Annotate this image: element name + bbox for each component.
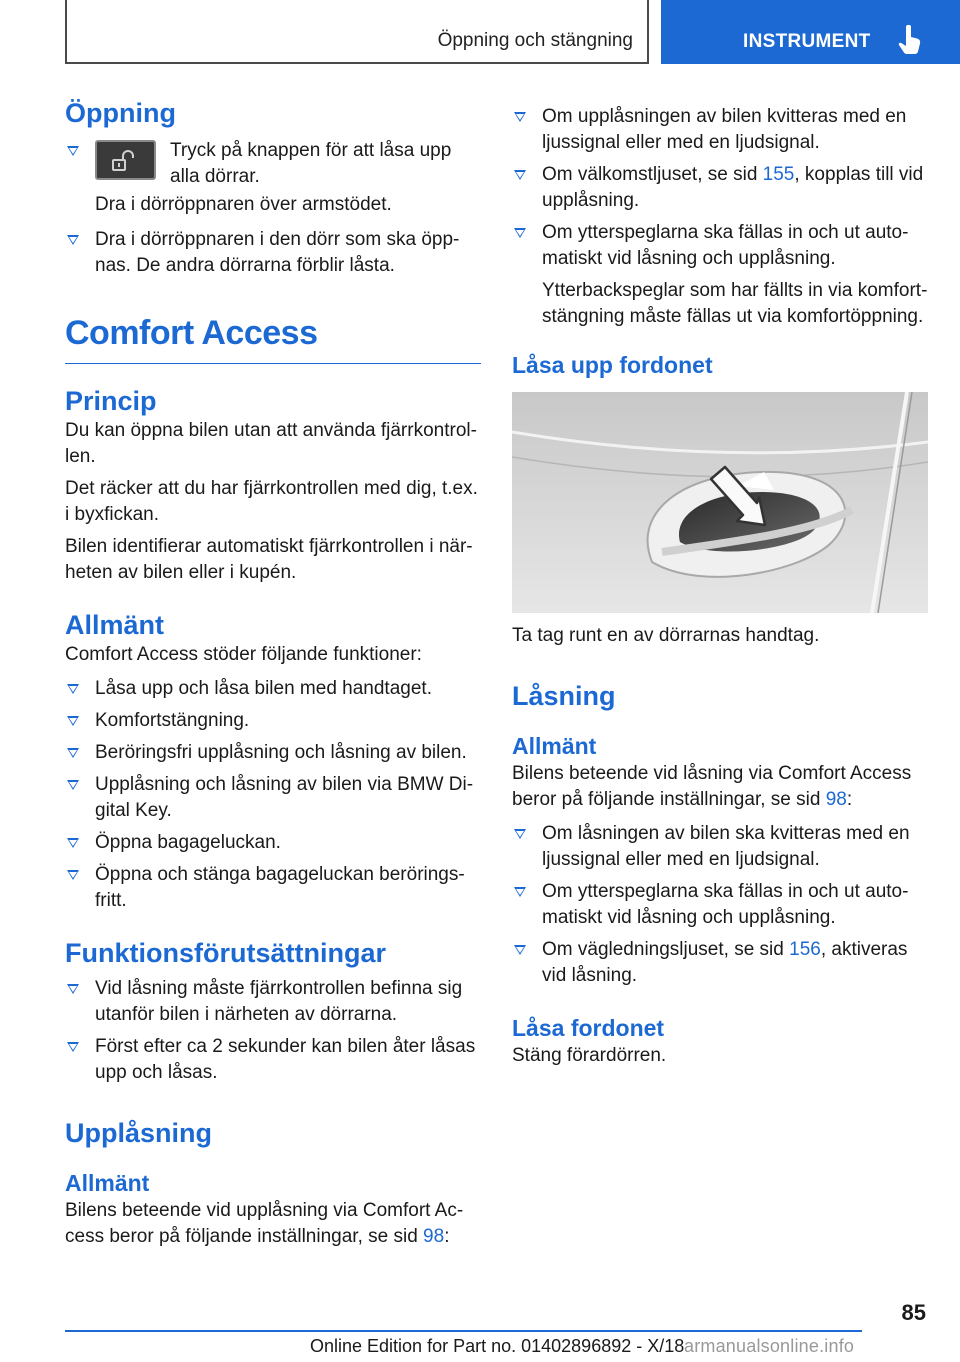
list-item-text: , kopplas till vid upplåsning. [542,164,924,211]
upplasning-paragraph [65,1198,481,1250]
page-number: 85 [901,1300,926,1325]
footer-divider [65,1330,862,1332]
list-item-text: Om ytterspeglarna ska fällas in och ut automatiskt vid låsning och upplåsning. [542,222,909,269]
list-item [65,772,481,824]
list-item [65,708,481,734]
unlock-note: Dra i dörröppnaren över armstödet. [95,194,392,215]
heading-allmant: Allmänt [65,610,165,640]
lasning-text: Bilens beteende vid låsning via Comfort Access beror på följande inställningar, se sid [512,763,912,810]
heading-oppning: Öppning [65,98,176,128]
page-link-156[interactable]: 156 [789,939,821,960]
header-section-box [65,0,649,64]
list-item-text: Om upplåsningen av bilen kvitteras med en ljussignal eller med en ljudsignal. [542,106,907,153]
list-item [512,821,928,873]
list-item-text: Först efter ca 2 sekunder kan bilen åter låsas upp och låsas. [95,1036,476,1083]
heading-lasning-allmant: Allmänt [512,733,597,759]
list-item-text: Dra i dörröppnaren i den dörr som ska öppnas. De andra dörrarna förblir låsta. [95,229,460,276]
princip-paragraph-1: Du kan öppna bilen utan att använda fjärrkontrollen. [65,420,477,467]
list-item [65,740,481,766]
list-item [512,220,928,272]
list-item-text: Öppna bagageluckan. [95,832,281,853]
upplasning-text: Bilens beteende vid upplåsning via Comfort Access beror på följande inställningar, se sid [65,1200,464,1247]
heading-lasa-fordonet: Låsa fordonet [512,1015,665,1041]
page-link-98[interactable]: 98 [825,789,847,810]
section-title: Öppning och stängning [437,30,633,51]
heading-lasa-upp-fordonet: Låsa upp fordonet [512,352,713,378]
unlock-instruction: Tryck på knappen för att låsa upp alla dörrar. [170,140,452,187]
tab-instrument[interactable] [661,0,960,64]
lasa-fordonet-text: Stäng förardörren. [512,1045,667,1066]
allmant-intro: Comfort Access stöder följande funktioner: [65,644,422,665]
footer-watermark: armanualsonline.info [684,1336,855,1356]
list-item-text: , aktiveras vid låsning. [542,939,908,986]
list-item-text: Vid låsning måste fjärrkontrollen befinna sig utanför bilen i närheten av dörrarna. [95,978,463,1025]
page-link-155[interactable]: 155 [762,164,795,185]
page-link-98[interactable]: 98 [423,1226,445,1247]
list-item-text: Om vägledningsljuset, se sid [542,939,790,960]
princip-paragraph-2: Det räcker att du har fjärrkontrollen med dig, t.ex. i byxfickan. [65,478,478,525]
door-handle-arrow-image [512,392,928,613]
list-item [65,862,481,914]
mirror-note: Ytterbackspeglar som har fällts in via komfortstängning måste fällas ut via komfortöppning. [542,280,928,327]
list-item [512,879,928,931]
list-item-text: Öppna och stänga bagageluckan beröringsfritt. [95,864,465,911]
list-item [65,676,481,702]
hand-pointer-icon [897,25,923,55]
heading-upplasning-allmant: Allmänt [65,1170,150,1196]
list-item [65,830,481,856]
list-item [512,937,928,989]
tab-instrument-label: INSTRUMENT [743,31,871,52]
list-item-text: Beröringsfri upplåsning och låsning av bilen. [95,742,467,763]
upplasning-end: : [444,1226,450,1247]
lasning-paragraph [512,761,928,813]
list-item [512,104,928,156]
list-item-text: Om välkomstljuset, se sid [542,164,763,185]
left-column [65,96,481,1250]
list-item [65,976,481,1028]
heading-lasning: Låsning [512,681,616,711]
list-item [512,162,928,214]
image-caption: Ta tag runt en av dörrarnas handtag. [512,625,820,646]
princip-paragraph-3: Bilen identifierar automatiskt fjärrkontrollen i närheten av bilen eller i kupén. [65,536,473,583]
right-column [512,104,928,1069]
list-item-text: Låsa upp och låsa bilen med handtaget. [95,678,432,699]
heading-funktionsforutsattningar: Funktionsförutsättningar [65,938,386,968]
list-item-text: Om ytterspeglarna ska fällas in och ut automatiskt vid låsning och upplåsning. [542,881,909,928]
list-item [65,138,481,190]
heading-upplasning: Upplåsning [65,1118,212,1148]
unlock-button-icon [95,140,156,180]
list-item-text: Komfortstängning. [95,710,250,731]
list-item [65,1034,481,1086]
heading-comfort-access: Comfort Access [65,311,481,364]
heading-princip: Princip [65,386,157,416]
list-item-text: Upplåsning och låsning av bilen via BMW Digital Key. [95,774,474,821]
footer-edition: Online Edition for Part no. 01402896892 - X/18 [310,1336,685,1356]
list-item-text: Om låsningen av bilen ska kvitteras med en ljussignal eller med en ljudsignal. [542,823,910,870]
lasning-end: : [846,789,853,810]
list-item [65,227,481,279]
